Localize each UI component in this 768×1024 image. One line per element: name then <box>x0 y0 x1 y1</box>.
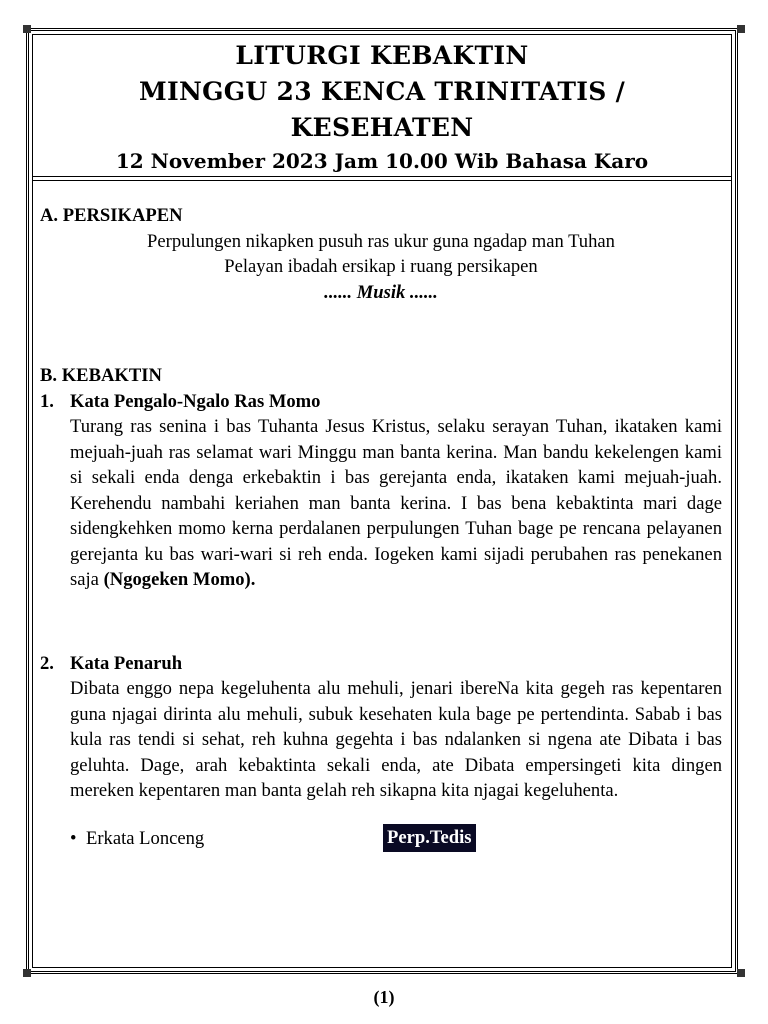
item-2-title: Kata Penaruh <box>70 652 183 674</box>
item-2-heading <box>40 651 722 677</box>
section-b-heading: B. KEBAKTIN <box>40 365 162 386</box>
item-1-body <box>40 414 722 593</box>
item-2-number: 2. <box>40 652 54 674</box>
item-1-text: Turang ras senina i bas Tuhanta Jesus Kristus, selaku serayan Tuhan, ikataken kami mejuah-juah ras selamat wari Minggu man banta kerina. Man bandu kekelengen kami si sekali enda denga erkebaktin i bas gerejanta enda, ikataken kami mejuah-juah. Kerehendu nambahi keriahen man banta kerina. I bas bena kebaktinta mari dage sidengkehken momo kerna perdalanen perpulungen Tuhan bage pe rencana pelayanen gerejanta ku bas wari-wari si reh enda. Iogeken kami sijadi perubahen ras penekanen saja <box>70 416 722 590</box>
item-1-title: Kata Pengalo-Ngalo Ras Momo <box>70 390 321 412</box>
border-corner <box>737 25 745 33</box>
border-corner <box>23 25 31 33</box>
border-corner <box>737 969 745 977</box>
page-number: (1) <box>373 987 395 1007</box>
item-1-number: 1. <box>40 390 54 412</box>
section-a-heading: A. PERSIKAPEN <box>40 205 183 226</box>
header-divider <box>32 176 732 177</box>
role-badge: Perp.Tedis <box>383 824 476 852</box>
section-a-line-2: Pelayan ibadah ersikap i ruang persikapen <box>224 256 538 277</box>
item-2-body: Dibata enggo nepa kegeluhenta alu mehuli, jenari ibereNa kita gegeh ras kepentaren guna njagai dirinta alu mehuli, subuk kesehaten kula bage pe pertendinta. Sabab i bas kula ras tendi si sehat, reh kuhna gegehta i bas ndalanken si ngena ate Dibata i bas geluhta. Dage, arah kebaktinta sekali enda, ate Dibata empersingeti kita dingen mereken kepentaren man banta gelah reh sikapna kita njagai kegeluhenta. <box>70 678 722 801</box>
music-cue: ...... Musik ...... <box>324 281 438 303</box>
bullet-label: Erkata Lonceng <box>86 827 205 849</box>
service-date: 12 November 2023 Jam 10.00 Wib Bahasa Karo <box>115 149 649 173</box>
title-line-2: MINGGU 23 KENCA TRINITATIS / <box>138 77 626 106</box>
bullet-row <box>40 824 722 854</box>
title-line-1: LITURGI KEBAKTIN <box>235 41 529 70</box>
border-corner <box>23 969 31 977</box>
title-line-3: KESEHATEN <box>290 113 474 142</box>
item-1-closing: (Ngogeken Momo). <box>103 569 256 590</box>
bullet-icon: • <box>70 827 77 849</box>
item-1-heading <box>40 389 722 415</box>
document-header <box>30 38 734 176</box>
header-divider <box>32 180 732 181</box>
liturgy-content <box>40 203 722 854</box>
section-a-line-1: Perpulungen nikapken pusuh ras ukur guna ngadap man Tuhan <box>147 230 615 252</box>
